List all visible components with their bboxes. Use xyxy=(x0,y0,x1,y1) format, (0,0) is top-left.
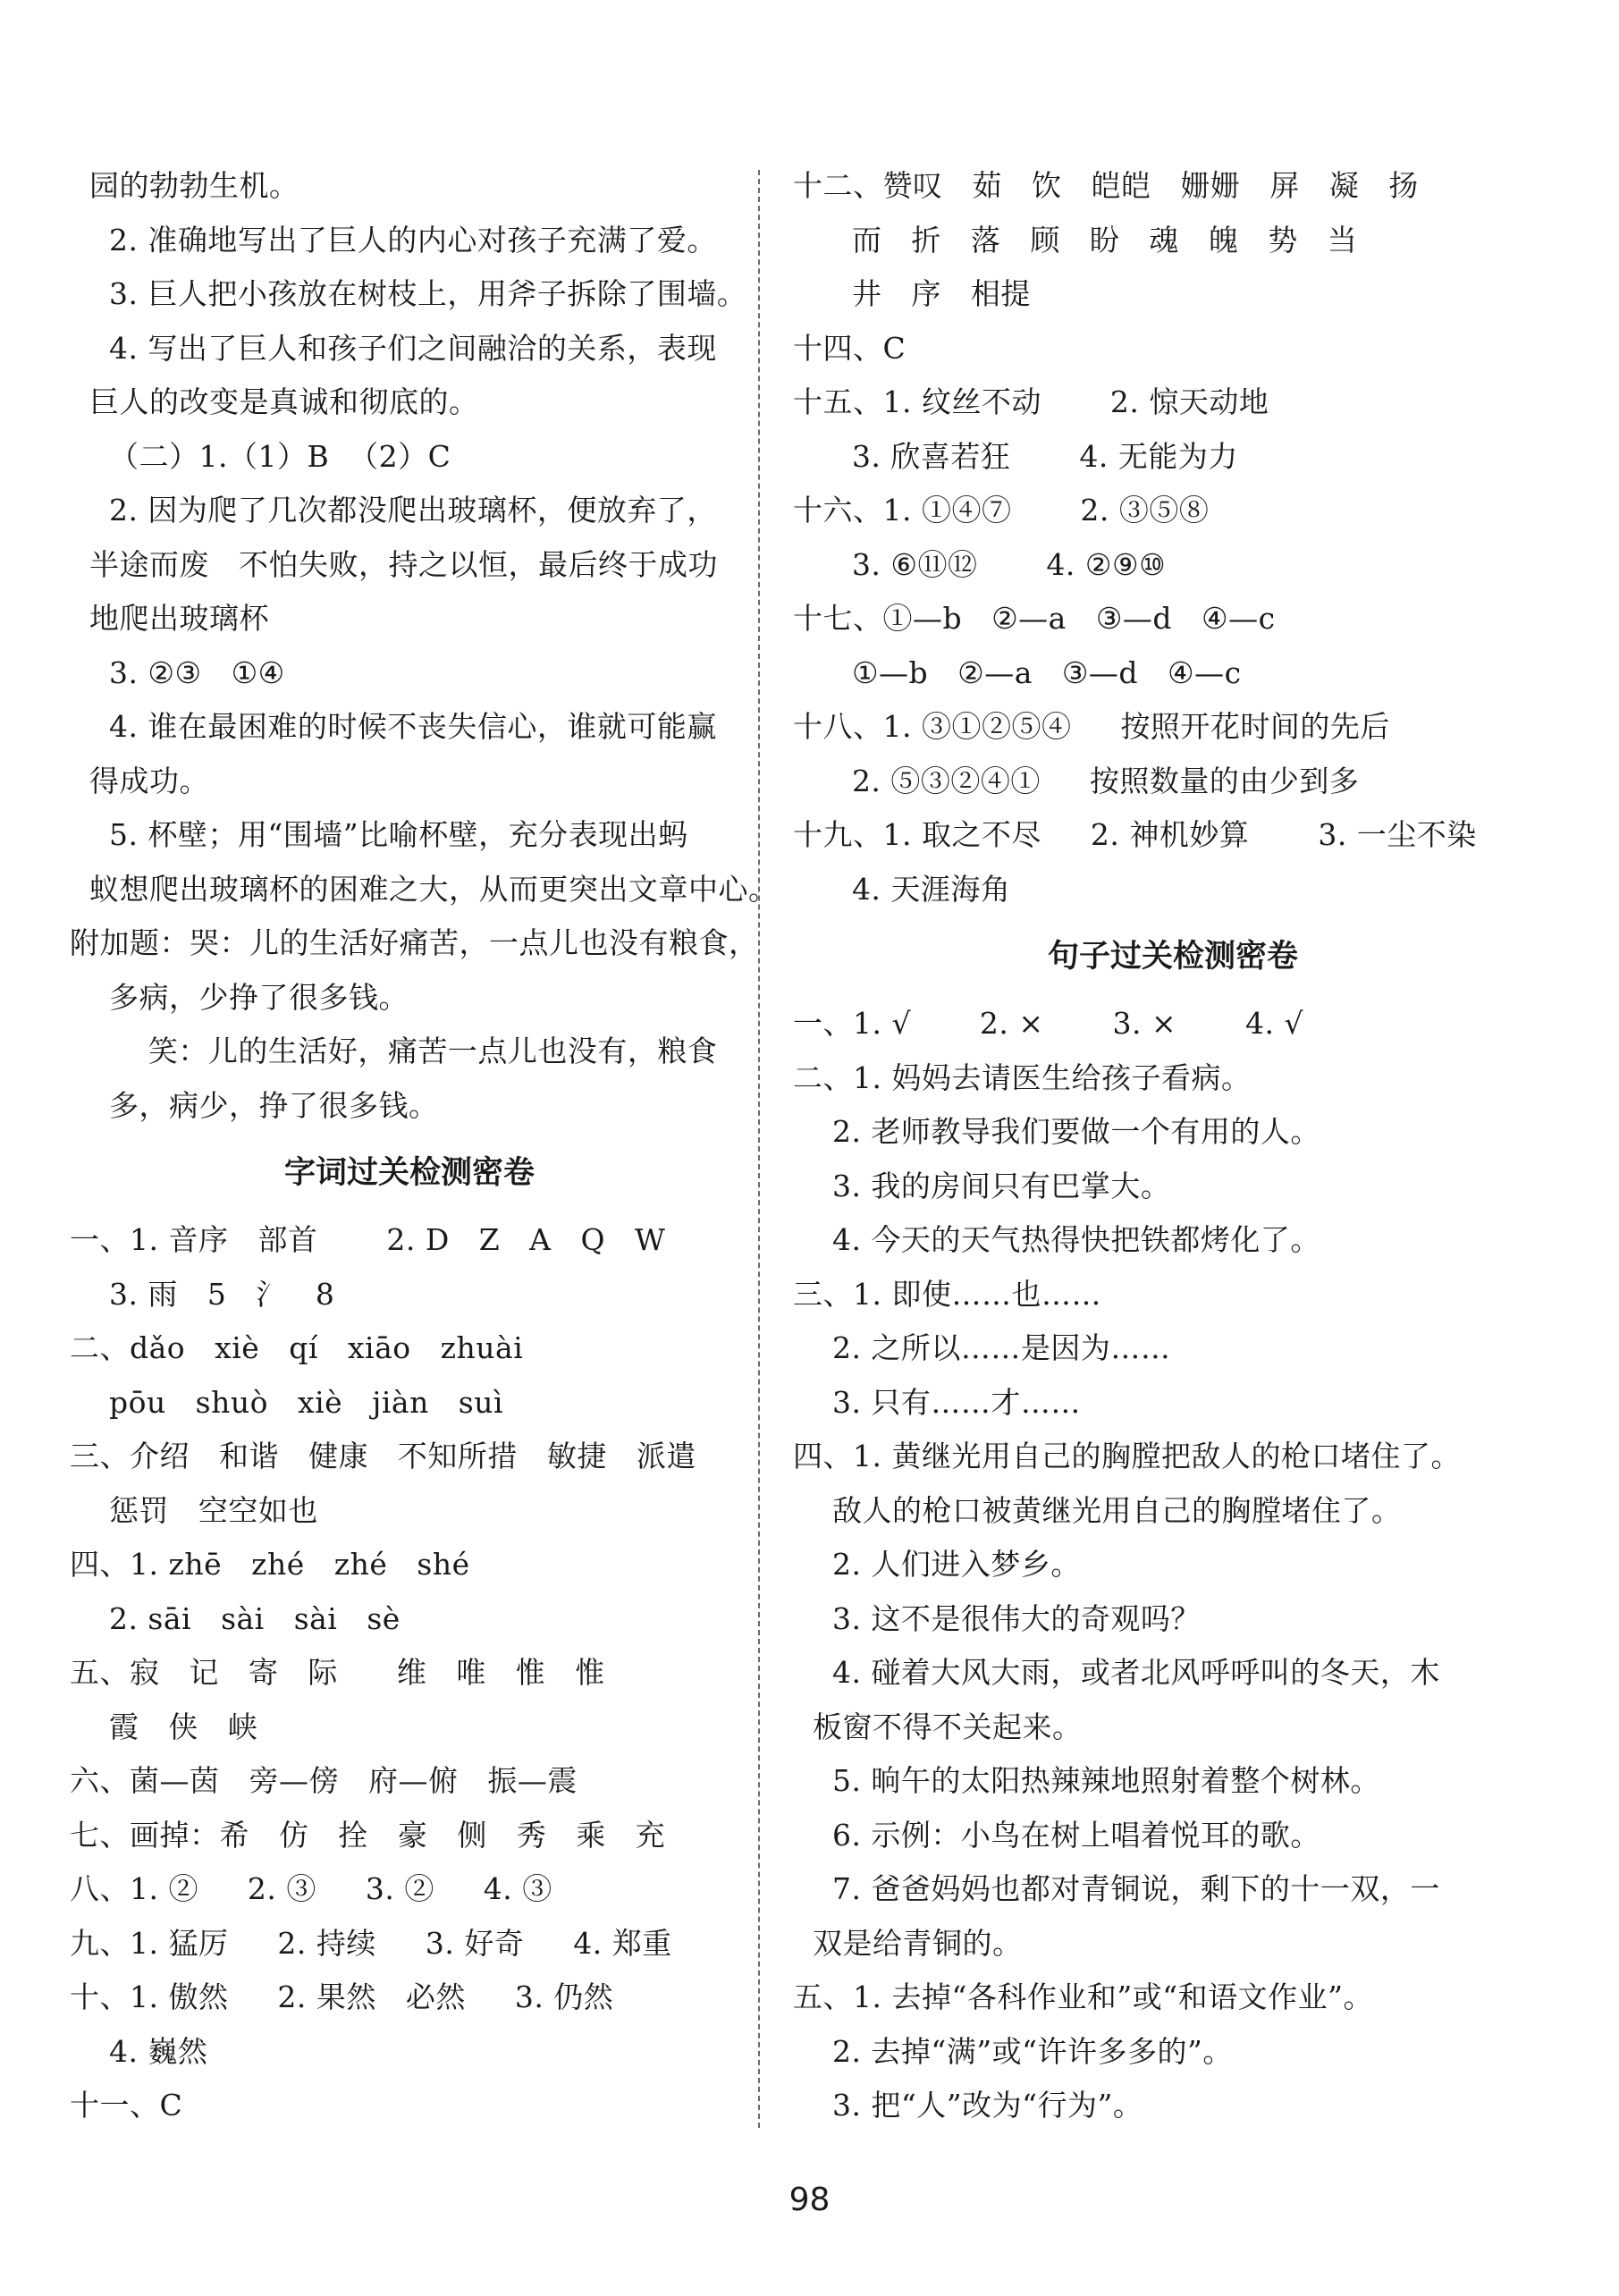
answer-line: 八、1. ② 2. ③ 3. ② 4. ③ xyxy=(70,1871,552,1906)
answer-line: 3. 这不是很伟大的奇观吗？ xyxy=(793,1600,1201,1636)
answer-line: 十六、1. ①④⑦ 2. ③⑤⑧ xyxy=(793,493,1210,528)
answer-line: 九、1. 猛厉 2. 持续 3. 好奇 4. 郑重 xyxy=(70,1925,672,1961)
answer-line: 霞 侠 峡 xyxy=(70,1709,258,1744)
answer-line: 七、画掉：希 仿 拴 豪 侧 秀 乘 充 xyxy=(70,1817,666,1853)
answer-line: 二、dǎo xiè qí xiāo zhuài xyxy=(70,1330,524,1365)
answer-line: 园的勃勃生机。 xyxy=(70,168,299,203)
answer-line: 附加题：哭：儿的生活好痛苦，一点儿也没有粮食， xyxy=(70,925,759,960)
answer-line: 4. 碰着大风大雨，或者北风呼呼叫的冬天，木 xyxy=(793,1655,1440,1690)
answer-line: 4. 写出了巨人和孩子们之间融洽的关系，表现 xyxy=(70,330,717,366)
answer-line: 3. 巨人把小孩放在树枝上，用斧子拆除了围墙。 xyxy=(70,276,747,311)
answer-line: 十八、1. ③①②⑤④ 按照开花时间的先后 xyxy=(793,709,1390,744)
answer-line: 井 序 相提 xyxy=(793,276,1031,311)
section-heading: 字词过关检测密卷 xyxy=(283,1155,535,1191)
answer-line: 3. 雨 5 氵 8 xyxy=(70,1276,335,1312)
answer-line: 十九、1. 取之不尽 2. 神机妙算 3. 一尘不染 xyxy=(793,817,1477,852)
answer-line: pōu shuò xiè jiàn suì xyxy=(70,1384,504,1420)
answer-line: 三、介绍 和谐 健康 不知所措 敏捷 派遣 xyxy=(70,1439,696,1473)
answer-line: 3. ②③ ①④ xyxy=(70,654,285,690)
answer-line: 多，病少，挣了很多钱。 xyxy=(70,1087,439,1123)
answer-line: 4. 谁在最困难的时候不丧失信心，谁就可能赢 xyxy=(70,709,717,744)
answer-line: 5. 杯壁；用“围墙”比喻杯壁，充分表现出蚂 xyxy=(70,817,688,852)
answer-line: 4. 今天的天气热得快把铁都烤化了。 xyxy=(793,1222,1320,1257)
answer-line: 3. 欣喜若狂 4. 无能为力 xyxy=(793,438,1238,474)
answer-line: 双是给青铜的。 xyxy=(793,1925,1023,1961)
answer-line: 十七、①—b ②—a ③—d ④—c xyxy=(793,601,1276,636)
answer-line: 3. 我的房间只有巴掌大。 xyxy=(793,1168,1171,1203)
left-column xyxy=(70,159,779,2133)
answer-line: 十、1. 傲然 2. 果然 必然 3. 仍然 xyxy=(70,1979,614,2014)
answer-line: 十四、C xyxy=(793,330,906,366)
answer-line: 一、1. 音序 部首 2. D Z A Q W xyxy=(70,1222,666,1257)
answer-line: 笑：儿的生活好，痛苦一点儿也没有，粮食 xyxy=(70,1034,718,1068)
answer-line: 2. ⑤③②④① 按照数量的由少到多 xyxy=(793,763,1360,798)
answer-line: 2. 准确地写出了巨人的内心对孩子充满了爱。 xyxy=(70,222,717,257)
answer-line: 地爬出玻璃杯 xyxy=(70,601,269,636)
answer-line: 2. 老师教导我们要做一个有用的人。 xyxy=(793,1114,1320,1149)
answer-line: 五、1. 去掉“各科作业和”或“和语文作业”。 xyxy=(793,1979,1373,2014)
answer-line: 十五、1. 纹丝不动 2. 惊天动地 xyxy=(793,384,1269,419)
answer-line: 蚁想爬出玻璃杯的困难之大，从而更突出文章中心。 xyxy=(70,871,779,907)
answer-line: 2. 人们进入梦乡。 xyxy=(793,1547,1081,1582)
answer-line: 六、菌—茵 旁—傍 府—俯 振—震 xyxy=(70,1763,578,1798)
answer-line: 四、1. zhē zhé zhé shé xyxy=(70,1547,470,1582)
answer-line: 4. 巍然 xyxy=(70,2033,208,2069)
answer-line: 2. 之所以……是因为…… xyxy=(793,1330,1171,1365)
answer-line: 二、1. 妈妈去请医生给孩子看病。 xyxy=(793,1059,1252,1095)
answer-line: 3. 把“人”改为“行为”。 xyxy=(793,2088,1143,2123)
answer-line: 四、1. 黄继光用自己的胸膛把敌人的枪口堵住了。 xyxy=(793,1439,1461,1473)
answer-line: 板窗不得不关起来。 xyxy=(793,1709,1083,1744)
page-number: 98 xyxy=(788,2182,831,2218)
answer-line: （二）1.（1）B （2）C xyxy=(70,438,451,474)
answer-line: 敌人的枪口被黄继光用自己的胸膛堵住了。 xyxy=(793,1492,1402,1528)
answer-line: 2. sāi sài sài sè xyxy=(70,1600,401,1636)
column-divider xyxy=(758,170,760,2128)
answer-line: 4. 天涯海角 xyxy=(793,871,1011,907)
answer-line: 五、寂 记 寄 际 维 唯 惟 惟 xyxy=(70,1655,605,1690)
answer-line: ①—b ②—a ③—d ④—c xyxy=(793,654,1242,690)
answer-line: 而 折 落 顾 盼 魂 魄 势 当 xyxy=(793,222,1358,257)
answer-line: 2. 因为爬了几次都没爬出玻璃杯，便放弃了， xyxy=(70,493,717,528)
section-heading: 句子过关检测密卷 xyxy=(1047,939,1298,975)
answer-line: 十二、赞叹 茹 饮 皑皑 姗姗 屏 凝 扬 xyxy=(793,168,1419,203)
answer-line: 3. ⑥⑪⑫ 4. ②⑨⑩ xyxy=(793,546,1167,582)
answer-line: 多病，少挣了很多钱。 xyxy=(70,979,409,1015)
answer-line: 一、1. √ 2. × 3. × 4. √ xyxy=(793,1006,1304,1041)
answer-line: 三、1. 即使……也…… xyxy=(793,1276,1101,1312)
answer-line: 得成功。 xyxy=(70,763,209,798)
answer-line: 7. 爸爸妈妈也都对青铜说，剩下的十一双，一 xyxy=(793,1871,1440,1906)
answer-line: 6. 示例：小鸟在树上唱着悦耳的歌。 xyxy=(793,1817,1320,1853)
answer-line: 2. 去掉“满”或“许许多多的”。 xyxy=(793,2033,1233,2069)
answer-line: 惩罚 空空如也 xyxy=(70,1492,318,1528)
answer-line: 十一、C xyxy=(70,2088,183,2123)
answer-line: 巨人的改变是真诚和彻底的。 xyxy=(70,384,479,419)
answer-line: 3. 只有……才…… xyxy=(793,1384,1081,1420)
answer-line: 半途而废 不怕失败，持之以恒，最后终于成功 xyxy=(70,546,718,582)
right-column xyxy=(793,159,1553,2133)
answer-line: 5. 晌午的太阳热辣辣地照射着整个树林。 xyxy=(793,1763,1380,1798)
